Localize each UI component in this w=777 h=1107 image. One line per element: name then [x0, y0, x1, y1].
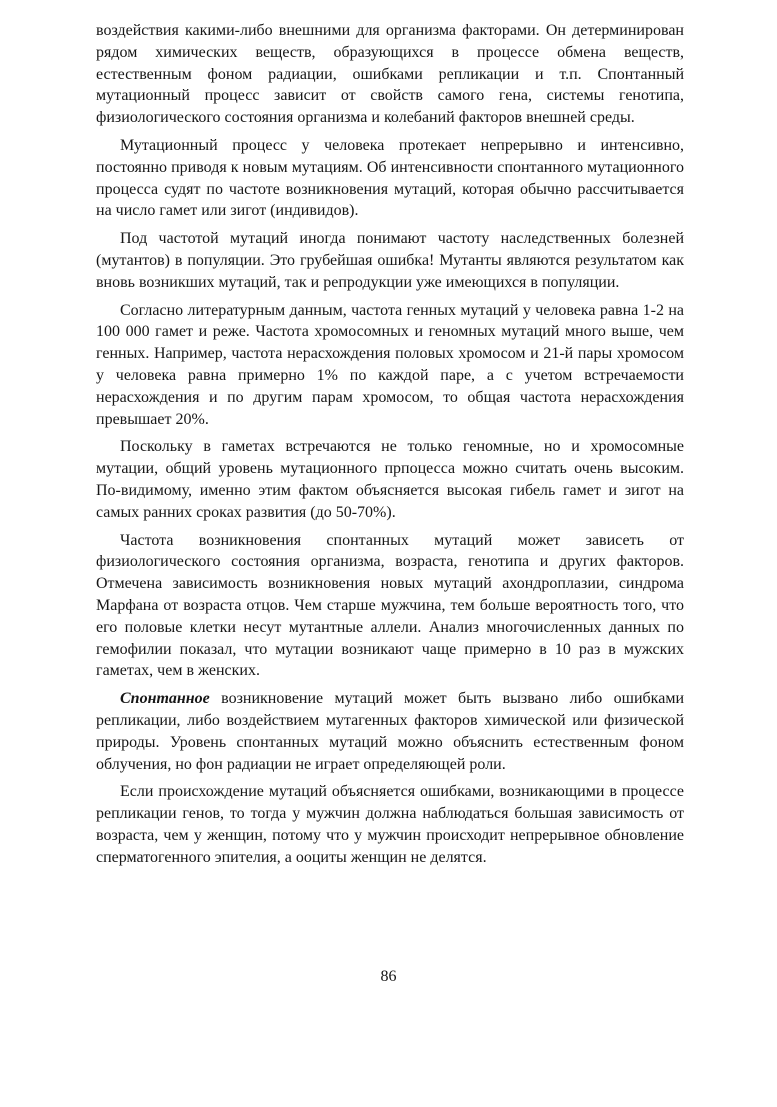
paragraph-7-term: Спонтанное [120, 690, 210, 708]
paragraph-7-text: возникновение мутаций может быть вызвано либо ошибками репликации, либо воздействием мутагенных факторов химической или физической природы. Уровень спонтанных мутаций можно объяснить естественным фоном облучения, но фон радиации не играет определяющей роли. [96, 690, 684, 773]
paragraph-4: Согласно литературным данным, частота генных мутаций у человека равна 1-2 на 100 000 гамет и реже. Частота хромосомных и геномных мутаций много выше, чем генных. Например, частота нерасхождения половых хромосом и 21-й пары хромосом у человека равна примерно 1% по каждой паре, а с учетом встречаемости нерасхождения и по другим парам хромосом, то общая частота нерасхождения превышает 20%. [96, 301, 684, 428]
paragraph-8: Если происхождение мутаций объясняется ошибками, возникающими в процессе репликации генов, то тогда у мужчин должна наблюдаться большая зависимость от возраста, чем у женщин, потому что у мужчин происходит непрерывное обновление сперматогенного эпителия, а ооциты женщин не делятся. [96, 783, 684, 866]
paragraph-1: воздействия какими-либо внешними для организма факторами. Он детерминирован рядом химических веществ, образующихся в процессе обмена веществ, естественным фоном радиации, ошибками репликации и т.п. Спонтанный мутационный процесс зависит от свойств самого гена, системы генотипа, физиологического состояния организма и колебаний факторов внешней среды. [96, 22, 684, 127]
page-number: 86 [380, 968, 397, 985]
paragraph-6: Частота возникновения спонтанных мутаций может зависеть от физиологического состояния организма, возраста, генотипа и других факторов. Отмечена зависимость возникновения новых мутаций ахондроплазии, синдрома Марфана от возраста отцов. Чем старше мужчина, тем больше вероятность того, что его половые клетки несут мутантные аллели. Анализ многочисленных данных по гемофилии показал, что мутации возникают чаще примерно в 10 раз в мужских гаметах, чем в женских. [96, 531, 684, 680]
paragraph-3: Под частотой мутаций иногда понимают частоту наследственных болезней (мутантов) в популяции. Это грубейшая ошибка! Мутанты являются результатом как вновь возникших мутаций, так и репродукции уже имеющихся в популяции. [96, 230, 684, 291]
paragraph-2: Мутационный процесс у человека протекает непрерывно и интенсивно, постоянно приводя к новым мутациям. Об интенсивности спонтанного мутационного процесса судят по частоте возникновения мутаций, которая обычно рассчитывается на число гамет или зигот (индивидов). [96, 136, 684, 220]
paragraph-7 [96, 688, 684, 775]
paragraph-5: Поскольку в гаметах встречаются не только геномные, но и хромосомные мутации, общий уровень мутационного прпоцесса можно считать очень высоким. По-видимому, именно этим фактом объясняется высокая гибель гамет и зигот на самых ранних сроках развития (до 50-70%). [96, 438, 684, 521]
document-page [96, 20, 684, 874]
